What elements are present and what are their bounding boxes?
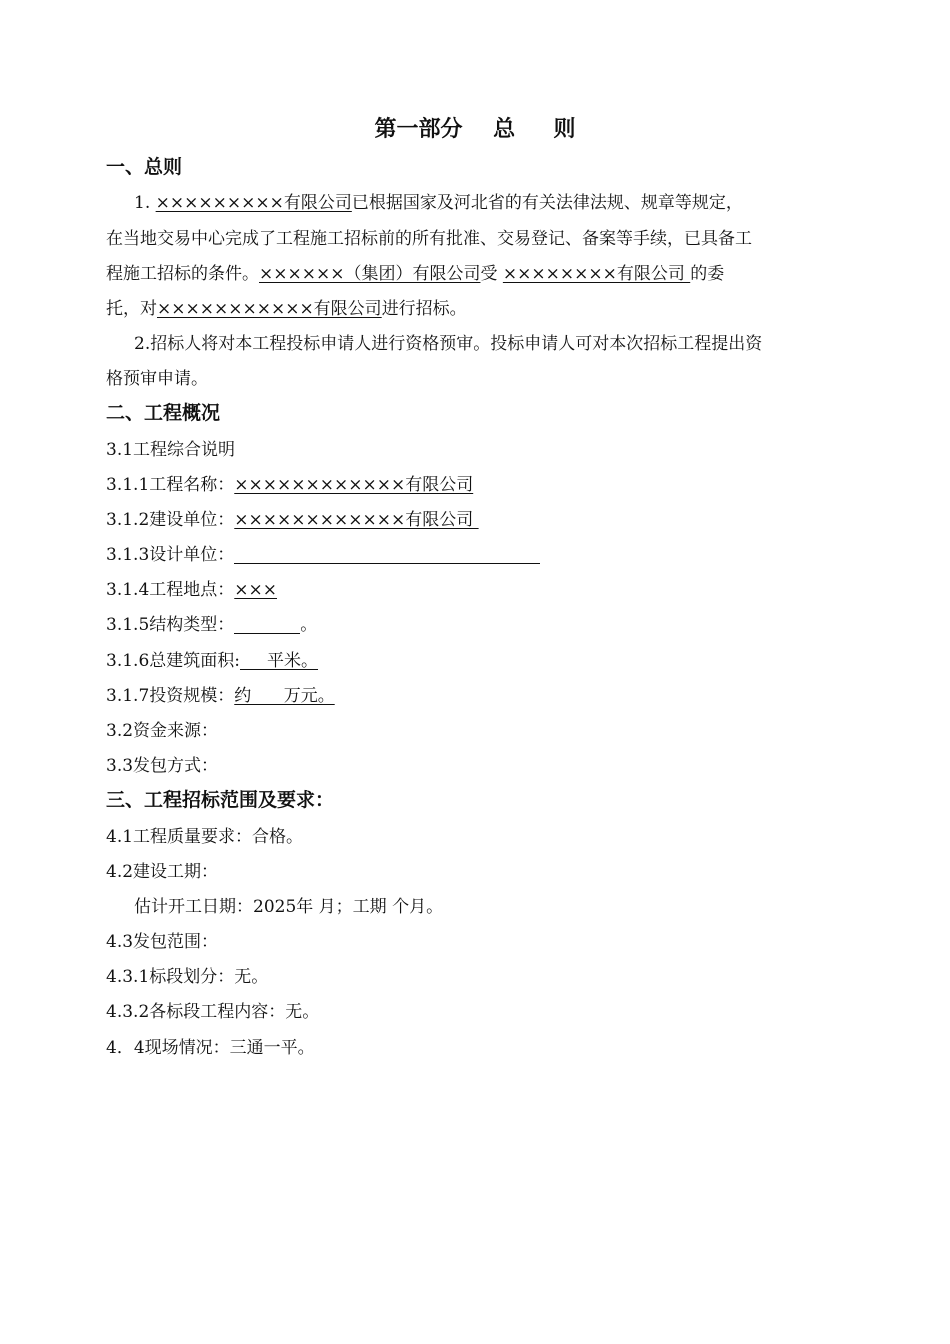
section-heading-overview: 二、工程概况 (106, 402, 221, 424)
item-3-2: 3.2资金来源： (106, 721, 219, 741)
project-company: ×××××××××××有限公司 (157, 299, 382, 319)
item-4-3-2: 4.3.2各标段工程内容：无。 (106, 1002, 320, 1022)
company-name: ×××××××××有限公司 (155, 193, 352, 213)
field-label: 3.1.2建设单位： (106, 510, 235, 530)
item-4-2: 4.2建设工期： (106, 862, 219, 882)
item-4-3-1: 4.3.1标段划分：无。 (106, 967, 269, 987)
item-3-1-5 (106, 608, 317, 643)
field-value: ××××××××××××有限公司 (234, 510, 479, 530)
client-name: ××××××××有限公司 (502, 264, 691, 284)
item-4-3: 4.3发包范围： (106, 932, 219, 952)
text: 受 (480, 264, 503, 284)
text: 的委 (690, 264, 725, 284)
paragraph-2-line-2: 格预审申请。 (106, 369, 208, 389)
item-4-4: 4．4现场情况：三通一平。 (106, 1038, 315, 1058)
paragraph-1-line-4 (106, 292, 467, 327)
item-3-1-1 (106, 468, 473, 503)
section-heading-general: 一、总则 (106, 156, 183, 178)
text: 。 (300, 615, 318, 635)
field-value: ××× (234, 580, 277, 600)
item-3-1-6 (106, 644, 318, 679)
item-4-2-detail: 估计开工日期：2025年 月；工期 个月。 (134, 897, 444, 917)
paragraph-1-line-1 (134, 186, 743, 221)
field-value: ××××××××××××有限公司 (234, 475, 474, 495)
blank-underline (234, 613, 300, 634)
item-4-1: 4.1工程质量要求：合格。 (106, 827, 304, 847)
item-number: 1. (134, 193, 156, 213)
item-3-1: 3.1工程综合说明 (106, 440, 236, 460)
item-3-3: 3.3发包方式： (106, 756, 219, 776)
field-label: 3.1.5结构类型： (106, 615, 235, 635)
text: 进行招标。 (381, 299, 467, 319)
field-label: 3.1.6总建筑面积: (106, 651, 240, 671)
text: 托，对 (106, 299, 157, 319)
section-heading-scope: 三、工程招标范围及要求： (106, 789, 335, 811)
field-value: 约 万元。 (234, 686, 335, 706)
text: 已根据国家及河北省的有关法律法规、规章等规定， (351, 193, 743, 213)
item-3-1-7 (106, 679, 335, 714)
paragraph-1-line-2: 在当地交易中心完成了工程施工招标前的所有批准、交易登记、备案等手续，已具备工 (106, 229, 752, 249)
field-label: 3.1.1工程名称： (106, 475, 235, 495)
field-label: 3.1.7投资规模： (106, 686, 235, 706)
text: 程施工招标的条件。 (106, 264, 259, 284)
agency-name: ××××××（集团）有限公司 (259, 264, 481, 284)
item-3-1-4 (106, 573, 277, 608)
item-3-1-2 (106, 503, 479, 538)
field-label: 3.1.3设计单位： (106, 545, 235, 565)
paragraph-2-line-1: 2.招标人将对本工程投标申请人进行资格预审。投标申请人可对本次招标工程提出资 (134, 334, 763, 354)
page-title: 第一部分 总 则 (374, 117, 576, 142)
field-label: 3.1.4工程地点： (106, 580, 235, 600)
field-value: 平米。 (239, 651, 319, 671)
blank-underline (234, 543, 540, 564)
item-3-1-3 (106, 538, 540, 573)
paragraph-1-line-3 (106, 257, 724, 292)
